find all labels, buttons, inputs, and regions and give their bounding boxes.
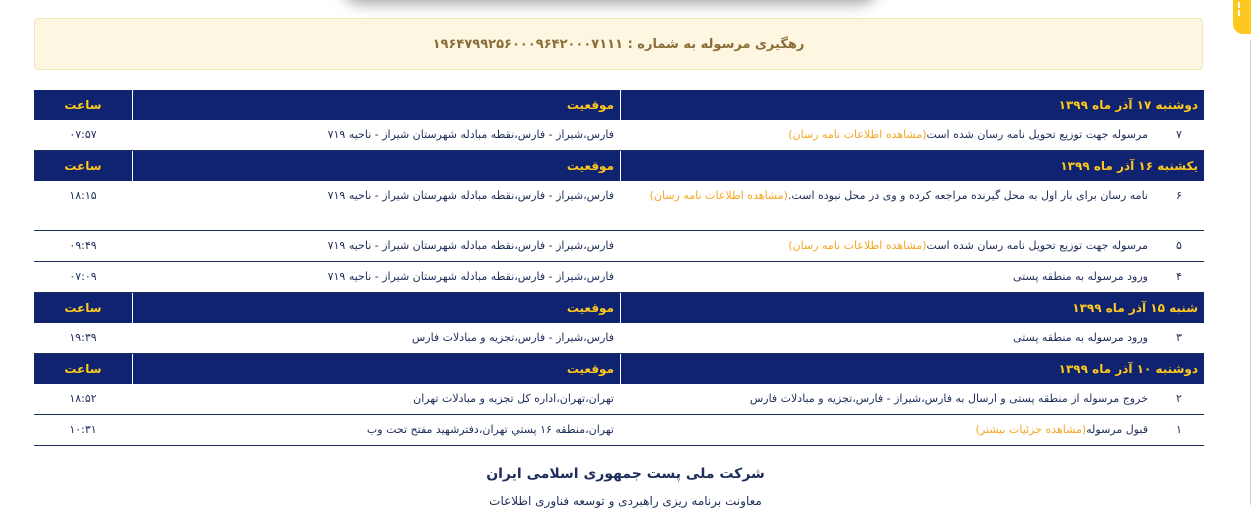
time-column-header: ساعت bbox=[64, 159, 102, 173]
tracking-table bbox=[34, 90, 1204, 446]
event-cell bbox=[620, 329, 1154, 353]
event-location: فارس،شیراز - فارس،نقطه مبادله شهرستان شیراز - ناحیه ۷۱۹ bbox=[327, 189, 614, 202]
event-description: خروج مرسوله از منطقه پستی و ارسال به فارس،شیراز - فارس،تجزیه و مبادلات فارس bbox=[749, 392, 1148, 405]
event-number: ۷ bbox=[1176, 128, 1182, 141]
footer-subtitle: معاونت برنامه ریزی راهبردی و توسعه فناوری اطلاعات bbox=[489, 494, 762, 508]
date-label: شنبه ۱۵ آذر ماه ۱۳۹۹ bbox=[620, 293, 1204, 323]
details-link[interactable]: (مشاهده اطلاعات نامه رسان) bbox=[788, 128, 927, 141]
tracking-number-text: رهگیری مرسوله به شماره : ۱۹۶۴۷۹۹۲۵۶۰۰۰۹۶۴۲۰۰۰۷۱۱۱ bbox=[432, 36, 805, 52]
tracking-banner bbox=[34, 18, 1203, 70]
event-time: ۰۹:۴۹ bbox=[69, 239, 97, 252]
details-link[interactable]: (مشاهده اطلاعات نامه رسان) bbox=[788, 239, 927, 252]
event-cell bbox=[620, 390, 1154, 414]
event-cell bbox=[620, 237, 1154, 261]
table-row bbox=[34, 231, 1204, 262]
event-description: مرسوله جهت توزیع تحویل نامه رسان شده است bbox=[926, 128, 1148, 141]
event-description: مرسوله جهت توزیع تحویل نامه رسان شده است bbox=[926, 239, 1148, 252]
table-row bbox=[34, 384, 1204, 415]
event-location: فارس،شیراز - فارس،نقطه مبادله شهرستان شیراز - ناحیه ۷۱۹ bbox=[327, 128, 614, 141]
time-column-header: ساعت bbox=[64, 301, 102, 315]
event-time: ۱۸:۱۵ bbox=[69, 189, 97, 202]
event-number: ۵ bbox=[1176, 239, 1182, 252]
footer-title: شرکت ملی پست جمهوری اسلامی ایران bbox=[486, 466, 765, 482]
table-row bbox=[34, 181, 1204, 231]
event-location: تهران،تهران،اداره کل تجزیه و مبادلات تهران bbox=[413, 392, 614, 405]
details-link[interactable]: (مشاهده جزئیات بیشتر) bbox=[975, 423, 1087, 436]
event-time: ۰۷:۵۷ bbox=[69, 128, 97, 141]
event-description: ورود مرسوله به منطقه پستی bbox=[1013, 270, 1148, 283]
event-cell bbox=[620, 187, 1154, 230]
details-link[interactable]: (مشاهده اطلاعات نامه رسان) bbox=[649, 189, 788, 202]
event-number: ۱ bbox=[1176, 423, 1182, 436]
date-label: دوشنبه ۱۰ آذر ماه ۱۳۹۹ bbox=[620, 354, 1204, 384]
date-header bbox=[34, 151, 1204, 181]
location-column-header: موقعیت bbox=[132, 354, 620, 384]
event-description: قبول مرسوله bbox=[1086, 423, 1148, 436]
event-description: ورود مرسوله به منطقه پستی bbox=[1013, 331, 1148, 344]
event-number: ۲ bbox=[1176, 392, 1182, 405]
event-location: فارس،شیراز - فارس،نقطه مبادله شهرستان شیراز - ناحیه ۷۱۹ bbox=[327, 270, 614, 283]
date-header bbox=[34, 354, 1204, 384]
table-row bbox=[34, 262, 1204, 293]
table-row bbox=[34, 415, 1204, 446]
side-menu-tab[interactable] bbox=[1233, 0, 1251, 34]
event-time: ۱۹:۳۹ bbox=[69, 331, 97, 344]
event-number: ۳ bbox=[1176, 331, 1182, 344]
event-number: ۶ bbox=[1176, 189, 1182, 202]
event-time: ۰۷:۰۹ bbox=[69, 270, 97, 283]
time-column-header: ساعت bbox=[64, 98, 102, 112]
date-header bbox=[34, 90, 1204, 120]
event-location: تهران،منطقه ۱۶ پستي تهران،دفترشهید مفتح تحت وب bbox=[366, 423, 614, 436]
date-label: یکشنبه ۱۶ آذر ماه ۱۳۹۹ bbox=[620, 151, 1204, 181]
event-description: نامه رسان برای بار اول به محل گیرنده مراجعه کرده و وی در محل نبوده است. bbox=[787, 189, 1148, 202]
table-row bbox=[34, 323, 1204, 354]
event-time: ۱۰:۳۱ bbox=[69, 423, 97, 436]
date-label: دوشنبه ۱۷ آذر ماه ۱۳۹۹ bbox=[620, 90, 1204, 120]
event-time: ۱۸:۵۲ bbox=[69, 392, 97, 405]
location-column-header: موقعیت bbox=[132, 293, 620, 323]
event-cell bbox=[620, 421, 1154, 445]
event-location: فارس،شیراز - فارس،نقطه مبادله شهرستان شیراز - ناحیه ۷۱۹ bbox=[327, 239, 614, 252]
date-header bbox=[34, 293, 1204, 323]
event-cell bbox=[620, 126, 1154, 150]
time-column-header: ساعت bbox=[64, 362, 102, 376]
location-column-header: موقعیت bbox=[132, 90, 620, 120]
event-cell bbox=[620, 268, 1154, 292]
event-location: فارس،شیراز - فارس،تجزیه و مبادلات فارس bbox=[411, 331, 614, 344]
location-column-header: موقعیت bbox=[132, 151, 620, 181]
table-row bbox=[34, 120, 1204, 151]
event-number: ۴ bbox=[1176, 270, 1182, 283]
